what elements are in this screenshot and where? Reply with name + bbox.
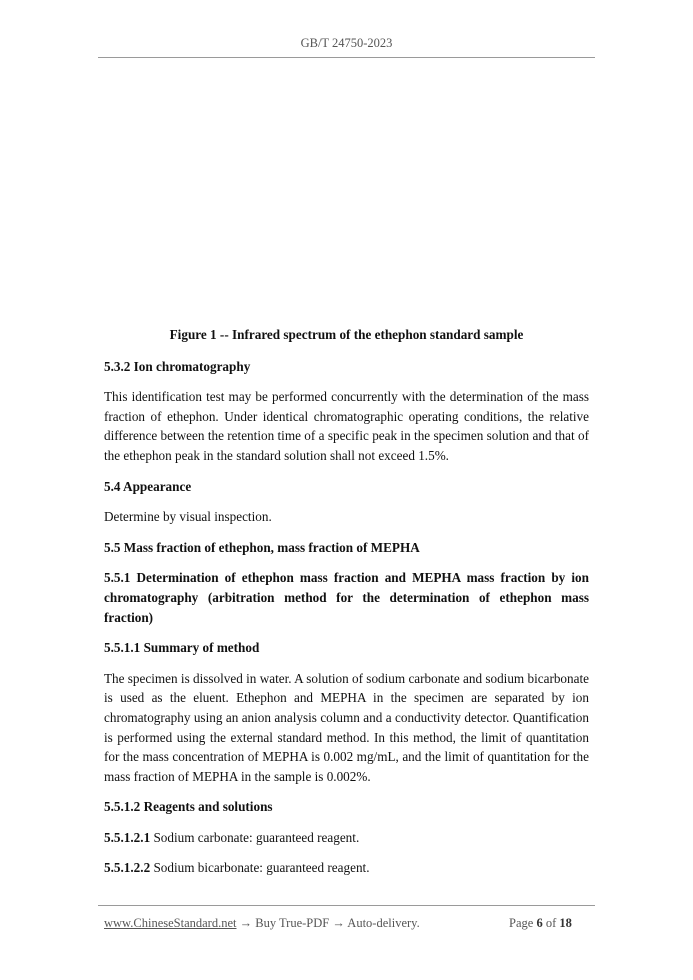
page-content	[104, 325, 589, 889]
site-link[interactable]: www.ChineseStandard.net	[104, 916, 237, 930]
footer-promo	[104, 916, 420, 931]
section-paragraph-5-4: Determine by visual inspection.	[104, 509, 272, 525]
figure-area	[104, 62, 589, 320]
list-item	[104, 858, 589, 878]
section-heading-5-4: 5.4 Appearance	[104, 478, 192, 494]
item-number: 5.5.1.2.1	[104, 829, 151, 845]
section-paragraph-5-3-2: This identification test may be performed concurrently with the determination of the mass fraction of ethephon. Under identical chromatographic operating conditions, the relative difference between the retention time of a specific peak in the specimen solution and that of the ethephon peak in the standard solution shall not exceed 1.5%.	[104, 389, 589, 463]
section-heading-5-5-1: 5.5.1 Determination of ethephon mass fraction and MEPHA mass fraction by ion chromatography (arbitration method for the determination of ethephon mass fraction)	[104, 570, 589, 625]
figure-caption: Figure 1 -- Infrared spectrum of the ethephon standard sample	[169, 327, 524, 342]
promo-text: → Buy True-PDF → Auto-delivery.	[236, 916, 420, 930]
item-number: 5.5.1.2.2	[104, 860, 151, 876]
section-paragraph-5-5-1-1: The specimen is dissolved in water. A solution of sodium carbonate and sodium bicarbonate is used as the eluent. Ethephon and MEPHA in the specimen are separated by ion chromatography using an anion analysis column and a conductivity detector. Quantification is performed using the external standard method. In this method, the limit of quantitation for the mass concentration of MEPHA is 0.002 mg/mL, and the limit of quantitation for the mass fraction of MEPHA in the sample is 0.002%.	[104, 670, 589, 784]
footer-divider	[98, 905, 595, 906]
section-heading-5-3-2: 5.3.2 Ion chromatography	[104, 358, 251, 374]
header-divider	[98, 57, 595, 58]
section-heading-5-5-1-1: 5.5.1.1 Summary of method	[104, 640, 260, 656]
document-id: GB/T 24750-2023	[300, 36, 393, 50]
page-of: of	[542, 916, 560, 930]
current-page: 6	[536, 916, 543, 930]
section-heading-5-5-1-2: 5.5.1.2 Reagents and solutions	[104, 799, 273, 815]
page-prefix: Page	[509, 916, 537, 930]
total-pages: 18	[559, 916, 572, 930]
section-heading-5-5: 5.5 Mass fraction of ethephon, mass fraction of MEPHA	[104, 539, 420, 555]
item-text: Sodium bicarbonate: guaranteed reagent.	[150, 860, 370, 876]
page-number	[509, 916, 572, 931]
item-text: Sodium carbonate: guaranteed reagent.	[150, 829, 360, 845]
list-item	[104, 828, 589, 848]
